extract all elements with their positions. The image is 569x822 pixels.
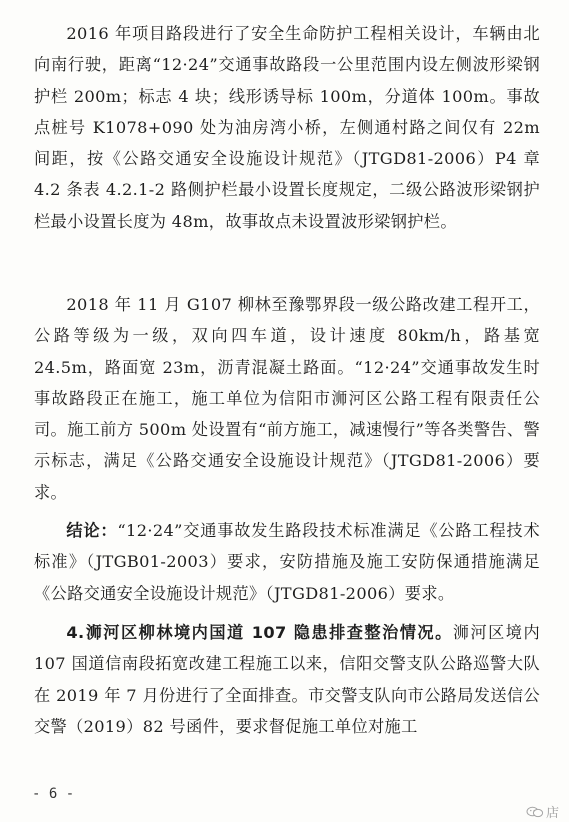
- section-text: 浉河区境内 107 国道信南段拓宽改建工程施工以来，信阳交警支队公路巡警大队在 2019 年 7 月份进行了全面排查。市交警支队向市公路局发送信公交警（2019）82 号函件，要求督促施工单位对施工: [34, 623, 540, 736]
- page-number: - 6 -: [32, 786, 75, 802]
- watermark-text: 店: [546, 806, 560, 821]
- wechat-icon: [526, 806, 544, 818]
- paragraph-road-construction: 2018 年 11 月 G107 柳林至豫鄂界段一级公路改建工程开工，公路等级为一级，双向四车道，设计速度 80km/h，路基宽 24.5m，路面宽 23m，沥青混凝土路面。“12·24”交通事故发生时事故路段正在施工，施工单位为信阳市浉河区公路工程有限责任公司。施工前方 500m 处设置有“前方施工，减速慢行”等各类警告、警示标志，满足《公路交通安全设施设计规范》（JTGD81-2006）要求。: [34, 295, 540, 502]
- paragraph-hazard-inspection: [34, 617, 540, 742]
- conclusion-label: 结论：: [66, 521, 118, 540]
- conclusion-text: “12·24”交通事故发生路段技术标准满足《公路工程技术标准》（JTGB01-2003）要求，安防措施及施工安防保通措施满足《公路交通安全设施设计规范》（JTGD81-2006）要求。: [34, 521, 540, 603]
- paragraph-conclusion: [34, 515, 540, 609]
- paragraph-safety-design: 2016 年项目路段进行了安全生命防护工程相关设计，车辆由北向南行驶，距离“12·24”交通事故路段一公里范围内设左侧波形梁钢护栏 200m；标志 4 块；线形诱导标 100m，分道体 100m。事故点桩号 K1078+090 处为油房湾小桥，左侧通村路之间仅有 22m 间距，按《公路交通安全设施设计规范》（JTGD81-2006）P4 章 4.2 条表 4.2.1-2 路侧护栏最小设置长度规定，二级公路波形梁钢护栏最小设置长度为 48m，故事故点未设置波形梁钢护栏。: [34, 24, 540, 231]
- section-heading: 4.浉河区柳林境内国道 107 隐患排查整治情况。: [66, 623, 453, 642]
